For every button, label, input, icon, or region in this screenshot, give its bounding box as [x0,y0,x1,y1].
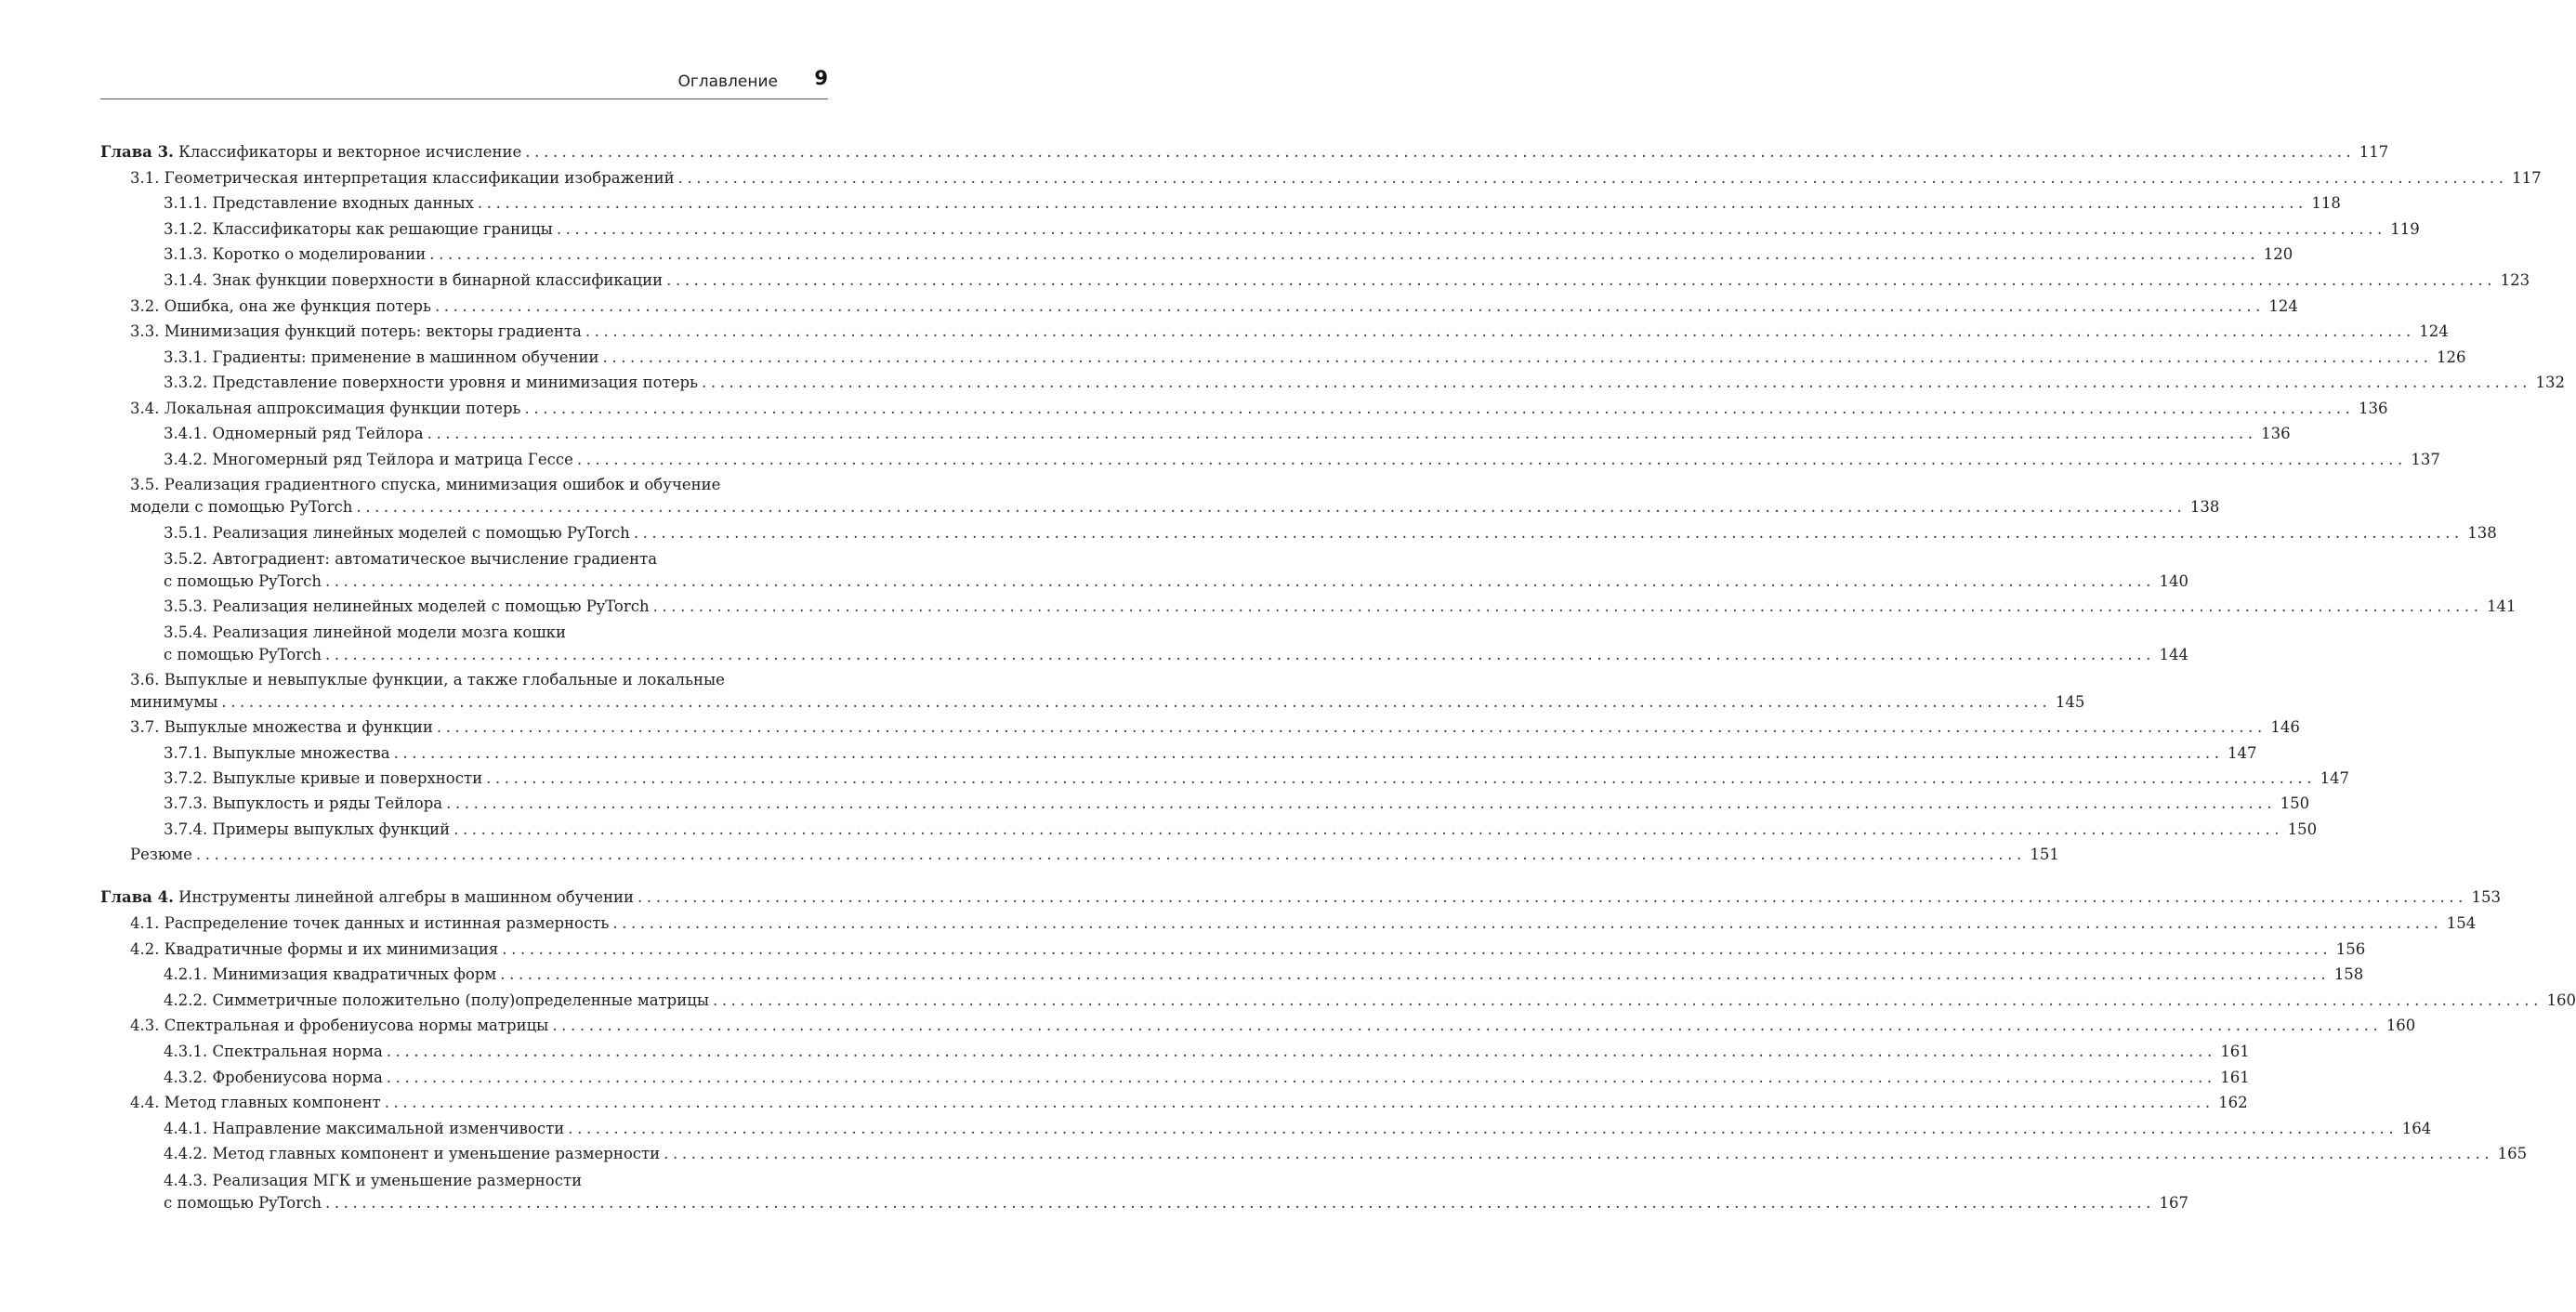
toc-entry-title: 4.2.2. Симметричные положительно (полу)определенные матрицы [164,991,709,1009]
toc-entry-title: 4.1. Распределение точек данных и истинная размерность [130,914,610,932]
dot-leader: ........................................................................................................................................................................................................ [556,220,2386,238]
dot-leader: ........................................................................................................................................................................................................ [576,451,2407,468]
toc-entry[interactable] [164,372,2565,394]
dot-leader: ........................................................................................................................................................................................................ [500,965,2331,983]
dot-leader: ........................................................................................................................................................................................................ [477,194,2307,212]
toc-page-number: 126 [2436,348,2466,366]
dot-leader: ........................................................................................................................................................................................................ [429,245,2260,263]
dot-leader: ........................................................................................................................................................................................................ [585,322,2415,340]
toc-page-number: 156 [2335,940,2366,958]
toc-page-number: 153 [2471,888,2502,906]
toc-entry[interactable] [164,192,2341,215]
toc-entry-title: 4.2. Квадратичные формы и их минимизация [130,940,499,958]
toc-entry[interactable] [164,1041,2250,1063]
toc-page-number: 141 [2487,597,2517,615]
toc-entry[interactable] [130,295,2298,318]
dot-leader: ........................................................................................................................................................................................................ [324,646,2155,663]
toc-page-number: 136 [2261,425,2291,442]
toc-entry[interactable] [130,398,2388,420]
toc-entry-title: с помощью PyTorch [164,1194,322,1212]
toc-entry[interactable] [164,449,2440,471]
toc-entry-title: 3.1.2. Классификаторы как решающие границы [164,220,553,238]
toc-entry[interactable] [164,423,2291,445]
toc-page-number: 144 [2159,646,2188,663]
toc-entry[interactable] [130,167,2542,190]
toc-page-number: 117 [2359,143,2389,161]
toc-entry-title: 3.1.1. Представление входных данных [164,194,474,212]
toc-page-number: 146 [2270,718,2300,736]
toc-entry[interactable] [164,218,2420,241]
toc-entry[interactable] [164,1143,2528,1165]
dot-leader: ........................................................................................................................................................................................................ [666,271,2497,289]
toc-entry[interactable] [164,742,2257,765]
toc-entry-title: 4.4.2. Метод главных компонент и уменьшение размерности [164,1145,661,1162]
toc-page-number: 161 [2220,1069,2250,1086]
chapter-label: Глава 4. [100,888,174,906]
dot-leader: ........................................................................................................................................................................................................ [677,169,2508,187]
toc-page-number: 124 [2268,297,2298,315]
toc-entry-title: 3.1. Геометрическая интерпретация классификации изображений [130,169,675,187]
dot-leader: ........................................................................................................................................................................................................ [568,1120,2399,1137]
toc-page-number: 154 [2446,914,2477,932]
toc-entry[interactable] [164,964,2364,986]
toc-entry-title: 4.4. Метод главных компонент [130,1094,381,1111]
toc-entry-title: 3.5.2. Автоградиент: автоматическое вычисление градиента [164,550,658,568]
toc-entry-title: 3.7.1. Выпуклые множества [164,744,390,762]
toc-entry-title: с помощью PyTorch [164,572,322,590]
dot-leader: ........................................................................................................................................................................................................ [702,374,2531,391]
toc-page-number: 167 [2159,1194,2188,1212]
toc-page-number: 136 [2359,400,2388,417]
dot-leader: ........................................................................................................................................................................................................ [384,1094,2215,1111]
toc-entry-title: 3.5. Реализация градиентного спуска, минимизация ошибок и обучение [130,476,721,493]
toc-entry[interactable] [164,622,2188,666]
page-number: 9 [814,67,828,89]
toc-entry[interactable] [164,269,2530,292]
toc-entry[interactable] [130,1015,2416,1037]
toc-entry-title: 4.4.3. Реализация МГК и уменьшение размерности [164,1172,583,1189]
dot-leader: ........................................................................................................................................................................................................ [502,940,2333,958]
dot-leader: ........................................................................................................................................................................................................ [664,1145,2494,1162]
toc-entry[interactable] [130,938,2366,961]
dot-leader: ........................................................................................................................................................................................................ [393,744,2224,762]
toc-page-number: 164 [2401,1120,2432,1137]
dot-leader: ........................................................................................................................................................................................................ [652,597,2483,615]
toc-entry-title: 4.3. Спектральная и фробениусова нормы матрицы [130,1017,549,1034]
toc-entry-title: 3.4.2. Многомерный ряд Тейлора и матрица Гессе [164,451,573,468]
toc-entry[interactable] [164,243,2293,266]
toc-page-number: 151 [2030,846,2059,863]
toc-entry-title: 3.3.1. Градиенты: применение в машинном обучении [164,348,599,366]
toc-page-number: 147 [2320,769,2350,787]
toc-page-number: 145 [2055,693,2085,711]
toc-entry-title: 3.7. Выпуклые множества и функции [130,718,433,736]
toc-entry-title: минимумы [130,693,218,711]
toc-page-number: 150 [2280,794,2310,812]
toc-entry-title: 3.6. Выпуклые и невыпуклые функции, а также глобальные и локальные [130,671,725,689]
toc-entry[interactable] [164,768,2350,790]
toc-page-number: 132 [2535,374,2565,391]
dot-leader: ........................................................................................................................................................................................................ [712,991,2543,1009]
toc-page-number: 137 [2411,451,2440,468]
toc-entry[interactable] [164,596,2517,618]
dot-leader: ........................................................................................................................................................................................................ [386,1069,2216,1086]
dot-leader: ........................................................................................................................................................................................................ [221,693,2052,711]
dot-leader: ........................................................................................................................................................................................................ [633,524,2464,542]
dot-leader: ........................................................................................................................................................................................................ [552,1017,2383,1034]
toc-entry[interactable] [130,321,2449,343]
toc-entry-title: модели с помощью PyTorch [130,498,353,516]
toc-entry-title: 3.7.2. Выпуклые кривые и поверхности [164,769,483,787]
toc-entry-title: Классификаторы и векторное исчисление [178,143,522,161]
toc-page-number: 138 [2189,498,2220,516]
dot-leader: ........................................................................................................................................................................................................ [195,846,2026,863]
toc-entry[interactable] [164,347,2466,369]
toc-entry-title: Инструменты линейной алгебры в машинном обучении [178,888,635,906]
toc-entry[interactable] [100,141,2389,164]
toc-entry-title: 4.2.1. Минимизация квадратичных форм [164,965,497,983]
dot-leader: ........................................................................................................................................................................................................ [446,794,2277,812]
toc-entry-title: 3.5.1. Реализация линейных моделей с помощью PyTorch [164,524,630,542]
dot-leader: ........................................................................................................................................................................................................ [324,1194,2155,1212]
toc-entry[interactable] [164,819,2318,841]
dot-leader: ........................................................................................................................................................................................................ [486,769,2317,787]
toc-entry-title: 4.3.2. Фробениусова норма [164,1069,383,1086]
toc-entry-title: 3.2. Ошибка, она же функция потерь [130,297,431,315]
toc-entry[interactable] [164,1118,2432,1140]
toc-entry-title: 3.1.3. Коротко о моделировании [164,245,427,263]
dot-leader: ........................................................................................................................................................................................................ [436,718,2267,736]
toc-entry[interactable] [164,548,2188,593]
toc-page-number: 118 [2311,194,2341,212]
toc-entry-title: Резюме [130,846,192,863]
toc-entry[interactable] [164,1067,2250,1089]
toc-page-number: 165 [2497,1145,2528,1162]
toc-entry-title: 3.4.1. Одномерный ряд Тейлора [164,425,424,442]
toc-entry[interactable] [130,844,2059,866]
toc-entry-title: с помощью PyTorch [164,646,322,663]
dot-leader: ........................................................................................................................................................................................................ [637,888,2468,906]
toc-entry-title: 3.3. Минимизация функций потерь: векторы градиента [130,322,582,340]
toc-page-number: 160 [2546,991,2576,1009]
toc-page-number: 161 [2220,1043,2250,1060]
toc-entry-title: 3.5.3. Реализация нелинейных моделей с помощью PyTorch [164,597,650,615]
toc-page-number: 117 [2512,169,2542,187]
toc-page-number: 140 [2159,572,2188,590]
dot-leader: ........................................................................................................................................................................................................ [386,1043,2216,1060]
dot-leader: ........................................................................................................................................................................................................ [612,914,2443,932]
toc-entry-title: 3.5.4. Реализация линейной модели мозга кошки [164,623,566,641]
dot-leader: ........................................................................................................................................................................................................ [356,498,2187,516]
toc-entry-title: 4.4.1. Направление максимальной изменчивости [164,1120,565,1137]
toc-entry-title: 3.4. Локальная аппроксимация функции потерь [130,400,521,417]
toc-entry-title: 3.1.4. Знак функции поверхности в бинарной классификации [164,271,664,289]
toc-entry[interactable] [164,793,2310,815]
toc-entry[interactable] [130,669,2085,714]
dot-leader: ........................................................................................................................................................................................................ [324,572,2155,590]
toc-page-number: 158 [2333,965,2364,983]
toc-page-number: 119 [2390,220,2420,238]
toc-entry[interactable] [164,990,2576,1012]
running-header-title: Оглавление [677,72,778,91]
toc-entry[interactable] [130,716,2300,739]
toc-entry-title: 3.3.2. Представление поверхности уровня и минимизация потерь [164,374,699,391]
toc-entry-title: 3.7.4. Примеры выпуклых функций [164,820,451,838]
dot-leader: ........................................................................................................................................................................................................ [525,143,2356,161]
toc-page-number: 123 [2500,271,2530,289]
toc-entry[interactable] [130,474,2220,518]
toc-page-number: 147 [2228,744,2257,762]
toc-page-number: 150 [2287,820,2318,838]
dot-leader: ........................................................................................................................................................................................................ [524,400,2355,417]
dot-leader: ........................................................................................................................................................................................................ [434,297,2265,315]
toc-entry[interactable] [130,1092,2248,1114]
toc-page-number: 160 [2385,1017,2416,1034]
toc-page-number: 120 [2263,245,2293,263]
toc-page-number: 162 [2218,1094,2248,1111]
toc-page-number: 138 [2467,524,2497,542]
toc-entry-title: 3.7.3. Выпуклость и ряды Тейлора [164,794,443,812]
toc-page-number: 124 [2419,322,2449,340]
toc-entry[interactable] [164,1170,2188,1214]
chapter-label: Глава 3. [100,143,174,161]
toc-entry-title: 4.3.1. Спектральная норма [164,1043,383,1060]
toc-entry[interactable] [130,912,2477,935]
dot-leader: ........................................................................................................................................................................................................ [602,348,2433,366]
toc-entry[interactable] [100,886,2502,909]
toc-entry[interactable] [164,522,2497,544]
dot-leader: ........................................................................................................................................................................................................ [453,820,2284,838]
dot-leader: ........................................................................................................................................................................................................ [427,425,2257,442]
